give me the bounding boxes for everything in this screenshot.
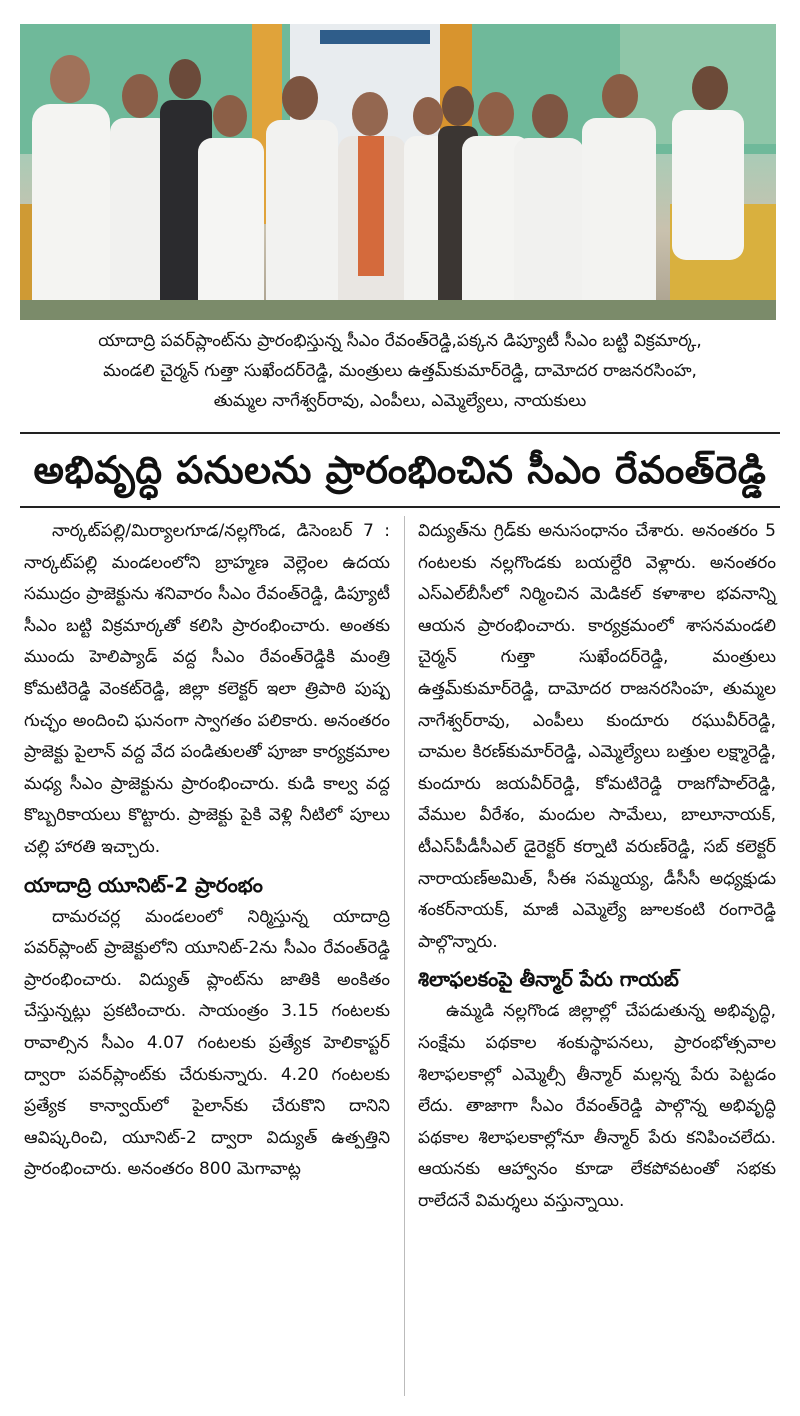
left-subheading: యాదాద్రి యూనిట్-2 ప్రారంభం	[24, 872, 263, 897]
right-paragraph-1: విద్యుత్‌ను గ్రిడ్‌కు అనుసంధానం చేశారు. అనంతరం 5 గంటలకు నల్లగొండకు బయల్దేరి వెళ్లారు. అనంతరం ఎస్‌ఎల్‌బీసీలో నిర్మించిన మెడికల్ కళాశాల భవనాన్ని ఆయన ప్రారంభించారు. కార్యక్రమంలో శాసనమండలి చైర్మన్ గుత్తా సుఖేందర్‌రెడ్డి, మంత్రులు ఉత్తమ్‌కుమార్‌రెడ్డి, దామోదర రాజనరసింహ, తుమ్మల నాగేశ్వర్‌రావు, ఎంపీలు కుందూరు రఘువీర్‌రెడ్డి, చామల కిరణ్‌కుమార్‌రెడ్డి, ఎమ్మెల్యేలు బత్తుల లక్ష్మారెడ్డి, కుందూరు జయవీర్‌రెడ్డి, కోమటిరెడ్డి రాజగోపాల్‌రెడ్డి, వేముల వీరేశం, మందుల సామేలు, బాలూనాయక్, టీఎస్‌పీడీసీఎల్ డైరెక్టర్ కర్నాటి వరుణ్‌రెడ్డి, సబ్ కలెక్టర్ నారాయణ్‌అమిత్, సీఈ సమ్మయ్య, డీసీసీ అధ్యక్షుడు శంకర్‌నాయక్, మాజీ ఎమ్మెల్యే జూలకంటి రంగారెడ్డి పాల్గొన్నారు.	[418, 521, 776, 952]
photo-illustration	[20, 24, 776, 320]
caption-line-3: తుమ్మల నాగేశ్వర్‌రావు, ఎంపీలు, ఎమ్మెల్యేలు, నాయకులు	[213, 391, 587, 411]
headline-rule	[20, 506, 780, 508]
left-paragraph-2: దామరచర్ల మండలంలో నిర్మిస్తున్న యాదాద్రి పవర్‌ప్లాంట్ ప్రాజెక్టులోని యూనిట్-2ను సీఎం రేవంత్‌రెడ్డి ప్రారంభించారు. విద్యుత్ ప్లాంట్‌ను జాతికి అంకితం చేస్తున్నట్లు ప్రకటించారు. సాయంత్రం 3.15 గంటలకు రావాల్సిన సీఎం 4.07 గంటలకు ప్రత్యేక హెలికాప్టర్ ద్వారా పవర్‌ప్లాంట్‌కు చేరుకున్నారు. 4.20 గంటలకు ప్రత్యేక కాన్వాయ్‌లో పైలాన్‌కు చేరుకొని దానిని ఆవిష్కరించి, యూనిట్-2 ద్వారా విద్యుత్ ఉత్పత్తిని ప్రారంభించారు. అనంతరం 800 మెగావాట్ల	[24, 906, 390, 1180]
right-column	[418, 516, 776, 1217]
caption-line-2: మండలి చైర్మన్ గుత్తా సుఖేందర్‌రెడ్డి, మంత్రులు ఉత్తమ్‌కుమార్‌రెడ్డి, దామోదర రాజనరసింహ,	[103, 361, 697, 381]
photo-caption	[24, 326, 776, 416]
news-photo	[20, 24, 776, 320]
headline: అభివృద్ధి పనులను ప్రారంభించిన సీఎం రేవంత్‌రెడ్డి	[33, 448, 767, 492]
ground	[20, 300, 776, 320]
top-rule	[20, 432, 780, 434]
caption-line-1: యాదాద్రి పవర్‌ప్లాంట్‌ను ప్రారంభిస్తున్న సీఎం రేవంత్‌రెడ్డి,పక్కన డిప్యూటీ సీఎం బట్టి విక్రమార్క,	[98, 331, 702, 351]
right-paragraph-2: ఉమ్మడి నల్లగొండ జిల్లాల్లో చేపడుతున్న అభివృద్ధి, సంక్షేమ పథకాల శంకుస్థాపనలు, ప్రారంభోత్సవాల శిలాఫలకాల్లో ఎమ్మెల్సీ తీన్మార్ మల్లన్న పేరు పెట్టడం లేదు. తాజాగా సీఎం రేవంత్‌రెడ్డి పాల్గొన్న అభివృద్ధి పథకాల శిలాఫలకాల్లోనూ తీన్మార్ పేరు కనిపించలేదు. ఆయనకు ఆహ్వానం కూడా లేకపోవటంతో సభకు రాలేదనే విమర్శలు వస్తున్నాయి.	[418, 1001, 776, 1211]
column-divider	[404, 516, 405, 1396]
left-column	[24, 516, 390, 1186]
right-subheading: శిలాఫలకంపై తీన్మార్ పేరు గాయబ్	[418, 967, 679, 992]
left-paragraph-1: నార్కట్‌పల్లి/మిర్యాలగూడ/నల్లగొండ, డిసెంబర్ 7 : నార్కట్‌పల్లి మండలంలోని బ్రాహ్మణ వెల్లెంల ఉదయ సముద్రం ప్రాజెక్టును శనివారం సీఎం రేవంత్‌రెడ్డి, డిప్యూటీ సీఎం బట్టి విక్రమార్కతో కలిసి ప్రారంభించారు. అంతకు ముందు హెలిప్యాడ్ వద్ద సీఎం రేవంత్‌రెడ్డికి మంత్రి కోమటిరెడ్డి వెంకట్‌రెడ్డి, జిల్లా కలెక్టర్ ఇలా త్రిపాఠి పుష్ప గుచ్ఛం అందించి ఘనంగా స్వాగతం పలికారు. అనంతరం ప్రాజెక్టు పైలాన్ వద్ద వేద పండితులతో పూజా కార్యక్రమాల మధ్య సీఎం ప్రాజెక్టును ప్రారంభించారు. కుడి కాల్వ వద్ద కొబ్బరికాయలు కొట్టారు. ప్రాజెక్టు పైకి వెళ్లి నీటిలో పూలు చల్లి హారతి ఇచ్చారు.	[24, 521, 390, 857]
plaque-header	[320, 30, 430, 44]
